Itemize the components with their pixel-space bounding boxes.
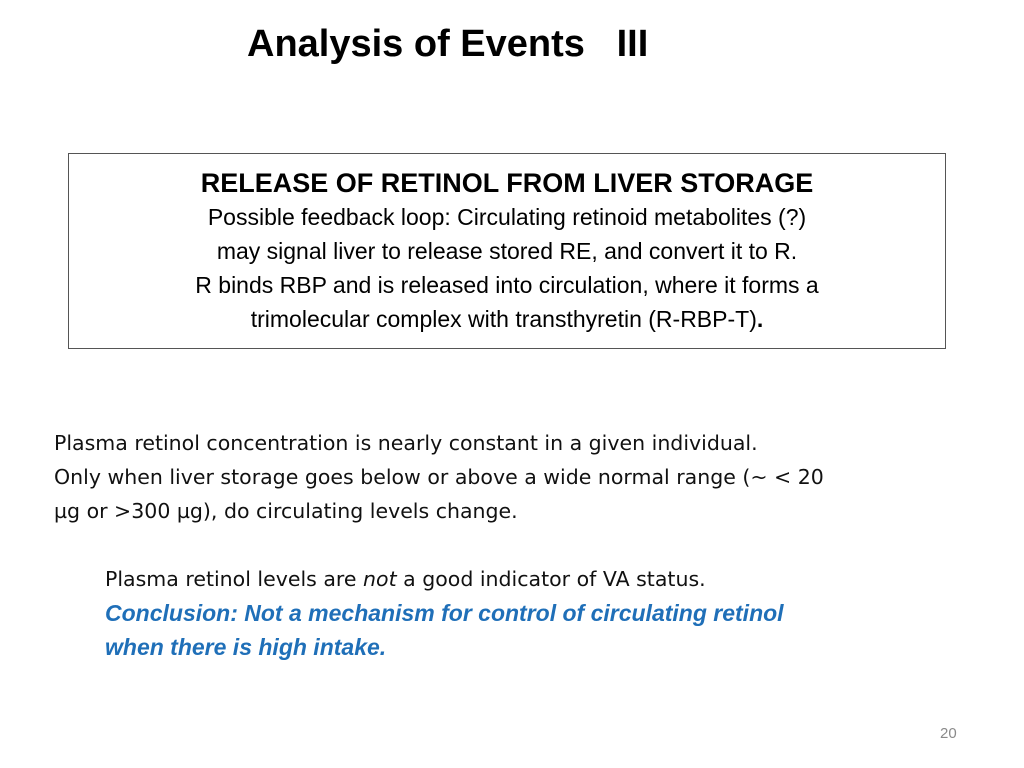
indicator-after: a good indicator of VA status. <box>396 567 706 591</box>
conclusion-line-1: Conclusion: Not a mechanism for control of circulating retinol <box>105 600 784 626</box>
conclusion-line-2: when there is high intake. <box>105 634 387 660</box>
indicator-before: Plasma retinol levels are <box>105 567 364 591</box>
indicator-statement <box>105 562 706 596</box>
slide-title: Analysis of Events III <box>247 23 649 65</box>
paragraph-line-2: Only when liver storage goes below or above a wide normal range (~ < 20 <box>54 465 824 489</box>
retinol-release-box <box>68 153 946 349</box>
box-line-4 <box>69 302 945 336</box>
paragraph-line-1: Plasma retinol concentration is nearly constant in a given individual. <box>54 431 758 455</box>
indicator-emphasis: not <box>363 567 397 591</box>
page-number: 20 <box>940 725 957 742</box>
box-heading: RELEASE OF RETINOL FROM LIVER STORAGE <box>200 168 814 198</box>
paragraph-line-3: µg or >300 µg), do circulating levels change. <box>54 499 518 523</box>
box-line-3: R binds RBP and is released into circulation, where it forms a <box>195 272 819 298</box>
box-line-2: may signal liver to release stored RE, and convert it to R. <box>216 238 798 264</box>
conclusion <box>105 596 784 664</box>
plasma-retinol-paragraph <box>54 426 1004 528</box>
box-line-4-period: . <box>756 306 764 332</box>
box-line-1: Possible feedback loop: Circulating retinoid metabolites (?) <box>207 204 807 230</box>
box-line-4-text: trimolecular complex with transthyretin (R-RBP-T) <box>250 306 757 332</box>
